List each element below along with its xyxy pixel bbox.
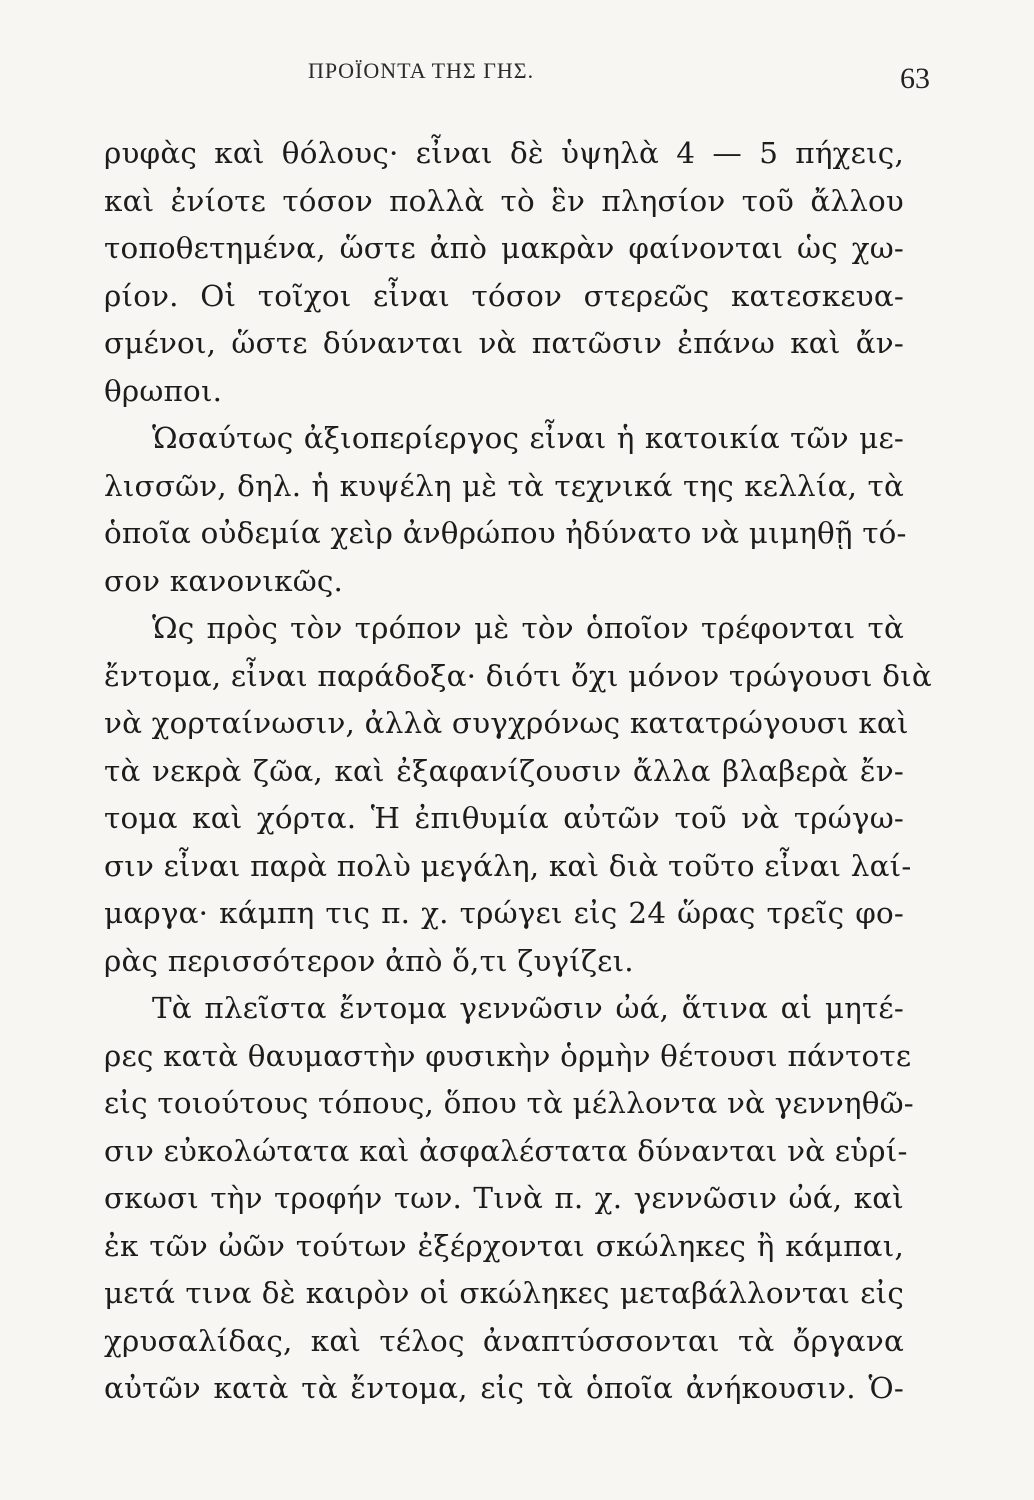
text-line: ὁποῖα οὐδεμία χεὶρ ἀνθρώπου ἠδύνατο νὰ μιμηθῇ τό- — [104, 516, 907, 550]
text-line: σμένοι, ὥστε δύνανται νὰ πατῶσιν ἐπάνω καὶ ἄν- — [104, 326, 904, 360]
text-line: σιν εἶναι παρὰ πολὺ μεγάλη, καὶ διὰ τοῦτο εἶναι λαί- — [104, 848, 912, 883]
text-line: μετά τινα δὲ καιρὸν οἱ σκώληκες μεταβάλλονται εἰς — [104, 1276, 904, 1310]
text-line: σιν εὐκολώτατα καὶ ἀσφαλέστατα δύνανται νὰ εὑρί- — [104, 1133, 908, 1168]
text-line: ρυφὰς καὶ θόλους· εἶναι δὲ ὑψηλὰ 4 — 5 πήχεις, — [104, 136, 904, 170]
text-line: τοποθετημένα, ὥστε ἀπὸ μακρὰν φαίνονται ὡς χω- — [104, 231, 904, 265]
text-line: χρυσαλίδας, καὶ τέλος ἀναπτύσσονται τὰ ὄργανα — [104, 1323, 904, 1358]
text-line: καὶ ἐνίοτε τόσον πολλὰ τὸ ἓν πλησίον τοῦ ἄλλου — [104, 183, 904, 218]
text-line: ρες κατὰ θαυμαστὴν φυσικὴν ὁρμὴν θέτουσι πάντοτε — [104, 1038, 912, 1073]
text-line: θρωποι. — [104, 373, 223, 408]
running-head: ΠΡΟΪΟΝΤΑ ΤΗΣ ΓΗΣ. — [308, 58, 535, 83]
text-line: σκωσι τὴν τροφήν των. Τινὰ π. χ. γεννῶσιν ὠά, καὶ — [104, 1181, 904, 1215]
text-line: ρίον. Οἱ τοῖχοι εἶναι τόσον στερεῶς κατεσκευα- — [104, 278, 904, 313]
text-line: Ὡσαύτως ἀξιοπερίεργος εἶναι ἡ κατοικία τῶν με- — [152, 421, 904, 455]
body-text — [104, 130, 932, 1413]
text-line: ρὰς περισσότερον ἀπὸ ὅ,τι ζυγίζει. — [104, 943, 634, 978]
page-header — [108, 58, 938, 98]
text-line: τομα καὶ χόρτα. Ἡ ἐπιθυμία αὐτῶν τοῦ νὰ τρώγω- — [104, 801, 904, 835]
text-line: σον κανονικῶς. — [104, 563, 344, 598]
text-line: Ὡς πρὸς τὸν τρόπον μὲ τὸν ὁποῖον τρέφονται τὰ — [152, 611, 904, 645]
text-line: μαργα· κάμπη τις π. χ. τρώγει εἰς 24 ὥρας τρεῖς φο- — [104, 896, 904, 930]
text-line: νὰ χορταίνωσιν, ἀλλὰ συγχρόνως κατατρώγουσι καὶ — [104, 706, 909, 740]
text-line: λισσῶν, δηλ. ἡ κυψέλη μὲ τὰ τεχνικά της κελλία, τὰ — [104, 468, 904, 503]
text-line: εἰς τοιούτους τόπους, ὅπου τὰ μέλλοντα νὰ γεννηθῶ- — [104, 1086, 914, 1120]
page-number: 63 — [900, 62, 930, 95]
text-line: ἐκ τῶν ὠῶν τούτων ἐξέρχονται σκώληκες ἢ κάμπαι, — [104, 1228, 904, 1263]
text-line: τὰ νεκρὰ ζῶα, καὶ ἐξαφανίζουσιν ἄλλα βλαβερὰ ἔν- — [104, 753, 904, 788]
text-line: ἔντομα, εἶναι παράδοξα· διότι ὄχι μόνον τρώγουσι διὰ — [104, 658, 932, 693]
text-line: αὐτῶν κατὰ τὰ ἔντομα, εἰς τὰ ὁποῖα ἀνήκουσιν. Ὁ- — [104, 1371, 904, 1405]
text-line: Τὰ πλεῖστα ἔντομα γεννῶσιν ὠά, ἅτινα αἱ μητέ- — [152, 991, 904, 1025]
